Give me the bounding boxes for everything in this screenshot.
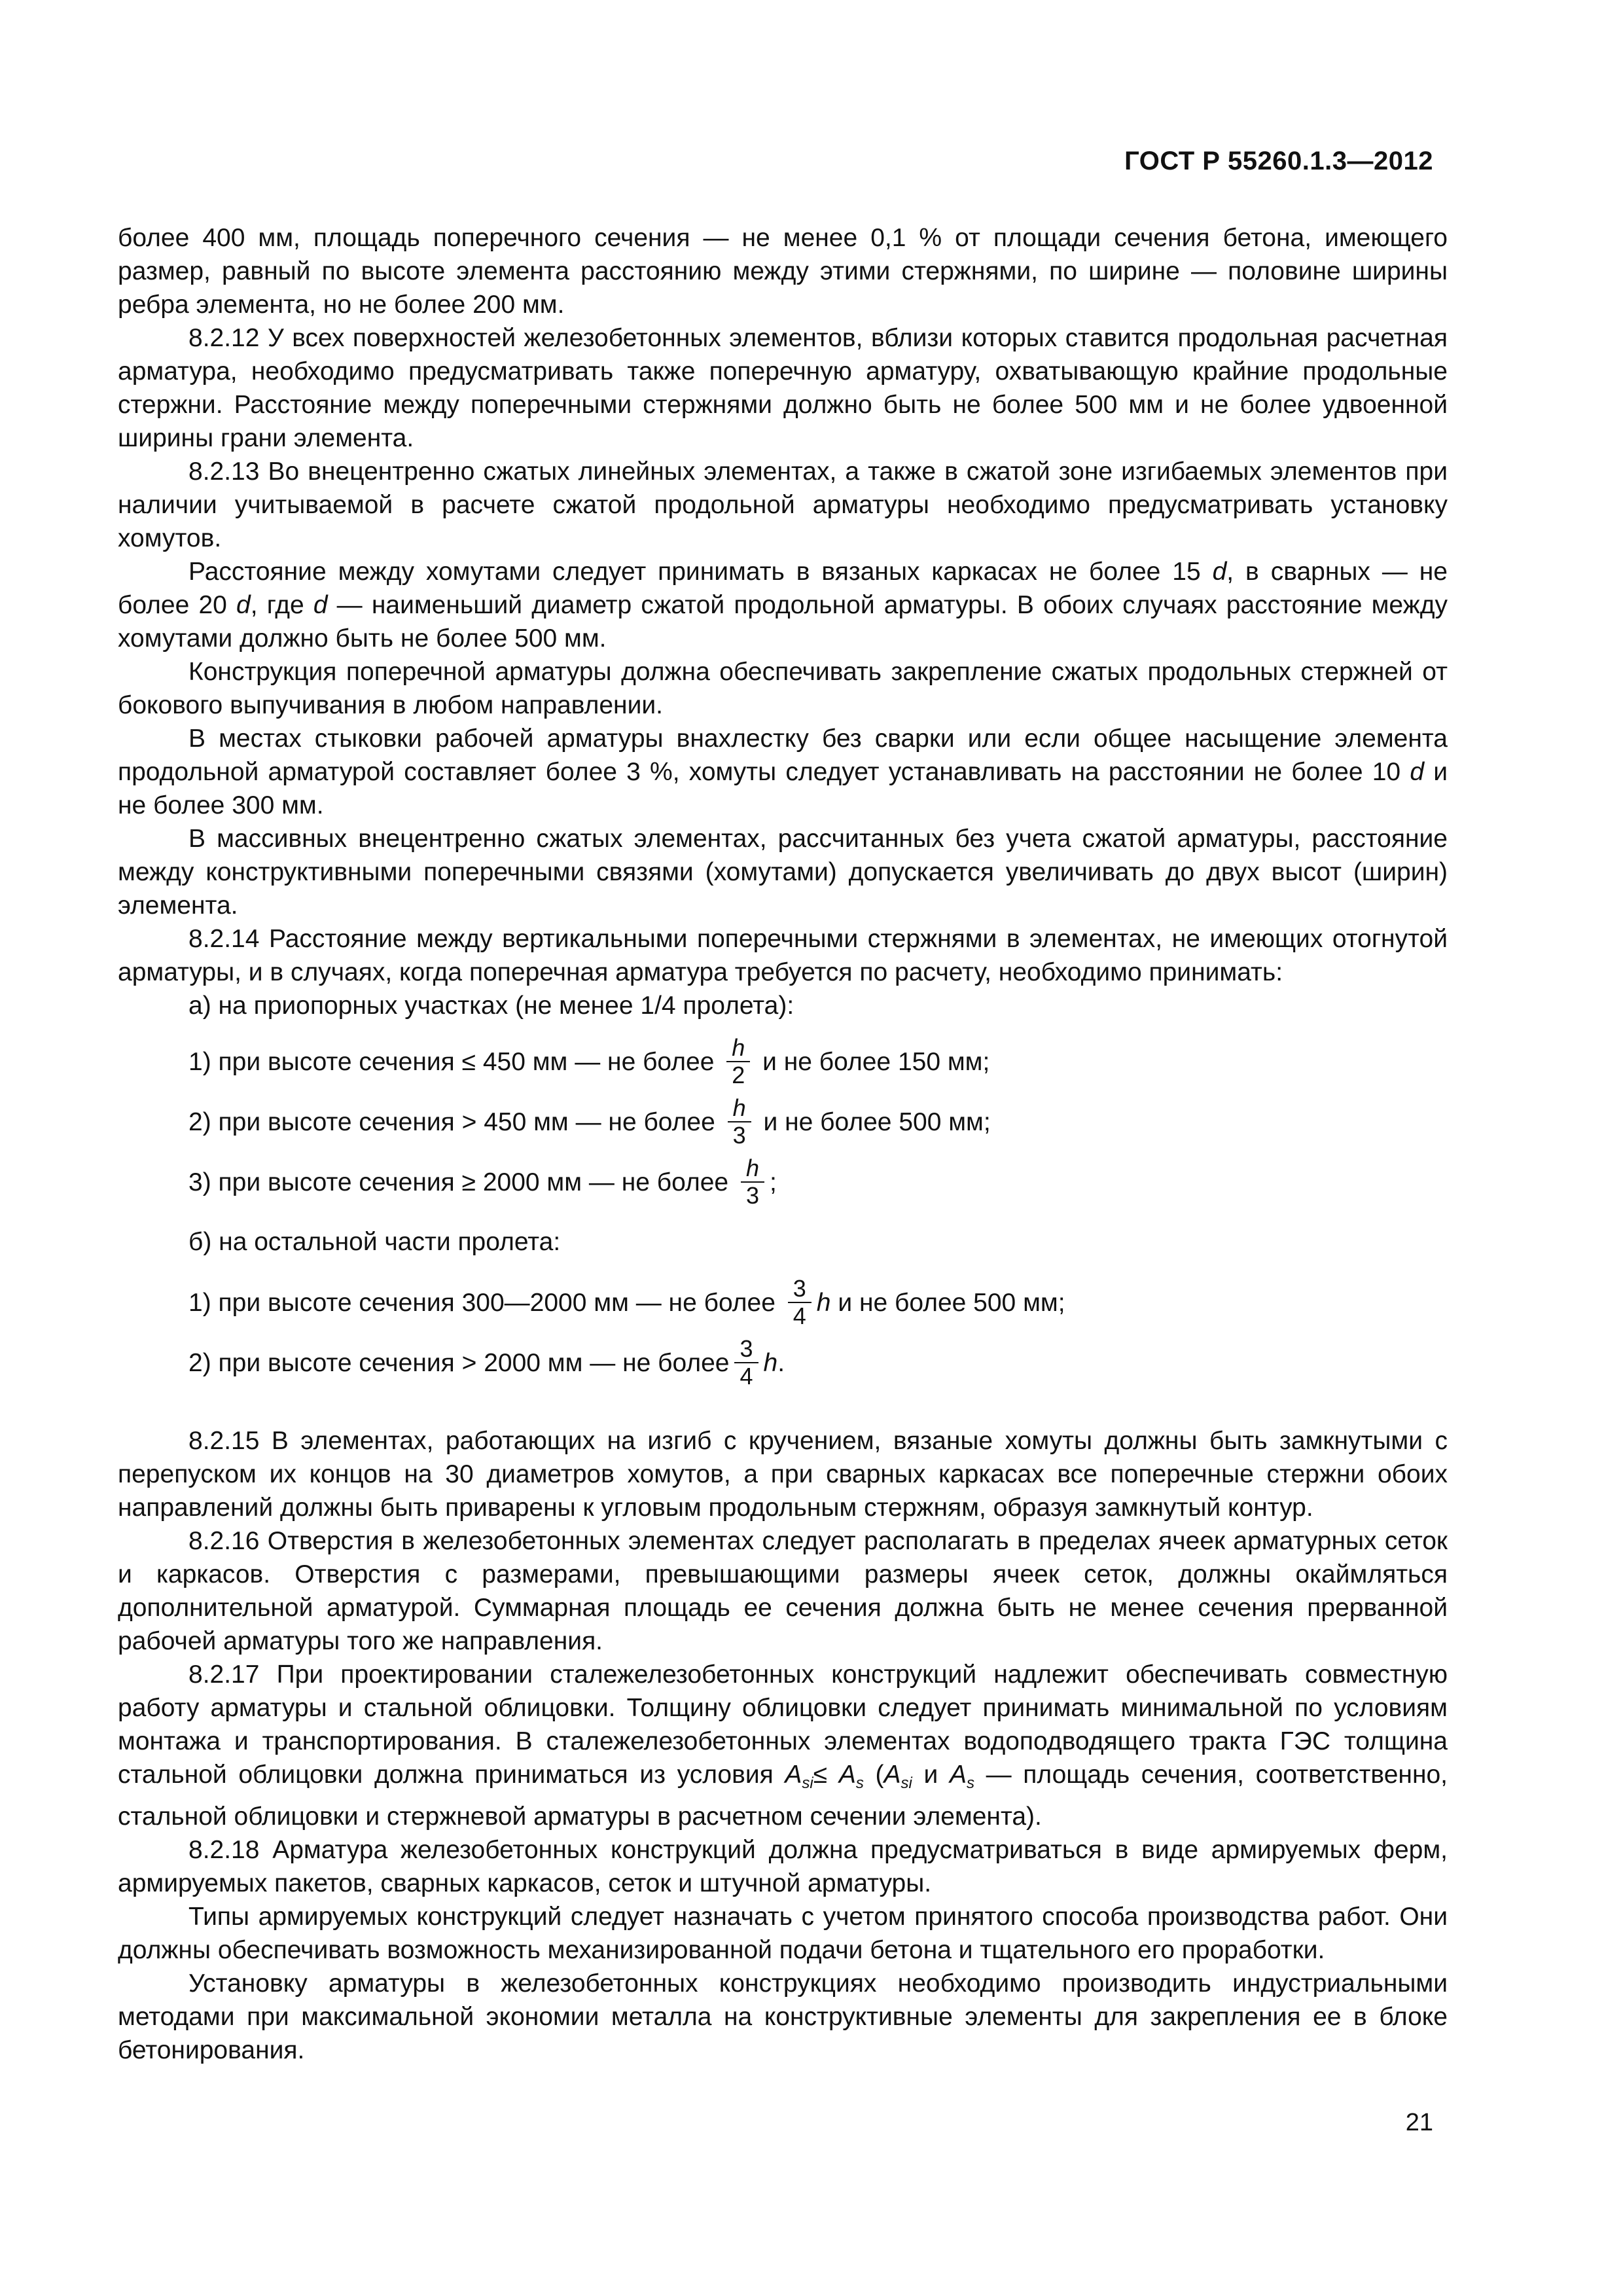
text-fragment: , где (250, 591, 313, 619)
formula-text: 3) при высоте сечения ≥ 2000 мм — не более (188, 1168, 736, 1196)
subscript-s: s (966, 1774, 974, 1792)
formula-text: 1) при высоте сечения ≤ 450 мм — не более (188, 1047, 722, 1076)
text-fragment (827, 1761, 839, 1789)
paragraph-8-2-16: 8.2.16 Отверстия в железобетонных элементах следует располагать в пределах ячеек арматурных сеток и каркасов. Отверстия с размерами, превышающими размеры ячеек сеток, должны окаймляться дополнительной арматурой. Суммарная площадь ее сечения должна быть не менее сечения прерванной рабочей арматуры того же направления. (118, 1527, 1448, 1655)
text-fragment: и не более 300 мм. (118, 758, 1448, 819)
fraction-numerator: 3 (734, 1336, 758, 1363)
paragraph: Типы армируемых конструкций следует назначать с учетом принятого способа производства работ. Они должны обеспечивать возможность механизированной подачи бетона и тщательного его проработки. (118, 1903, 1448, 1964)
formula-line (118, 1333, 1448, 1393)
symbol-le: ≤ (813, 1761, 828, 1789)
formula-text: 1) при высоте сечения 300—2000 мм — не более (188, 1288, 783, 1317)
paragraph: более 400 мм, площадь поперечного сечения — не менее 0,1 % от площади сечения бетона, имеющего размер, равный по высоте элемента расстоянию между этими стержнями, по ширине — половине ширины ребра элемента, но не более 200 мм. (118, 224, 1448, 319)
paragraph: Конструкция поперечной арматуры должна обеспечивать закрепление сжатых продольных стержней от бокового выпучивания в любом направлении. (118, 658, 1448, 719)
formula-line (118, 1152, 1448, 1212)
paragraph-8-2-13: 8.2.13 Во внецентренно сжатых линейных элементах, а также в сжатой зоне изгибаемых элементов при наличии учитываемой в расчете сжатой продольной арматуры необходимо предусматривать установку хомутов. (118, 457, 1448, 552)
formula-line (118, 1092, 1448, 1152)
formula-text: и не более 500 мм; (756, 1107, 991, 1136)
formula-text: ; (769, 1168, 777, 1196)
formula-text: 2) при высоте сечения > 2000 мм — не более (188, 1348, 730, 1377)
symbol-A: A (785, 1761, 802, 1789)
formula-text: и не более 150 мм; (755, 1047, 990, 1076)
formula-line (118, 1031, 1448, 1092)
symbol-h: h (763, 1348, 778, 1377)
symbol-A: A (838, 1761, 856, 1789)
paragraph-8-2-14: 8.2.14 Расстояние между вертикальными поперечными стержнями в элементах, не имеющих отогнутой арматуры, и в случаях, когда поперечная арматура требуется по расчету, необходимо принимать: (118, 925, 1448, 986)
paragraph (118, 722, 1448, 822)
paragraph: В массивных внецентренно сжатых элементах, рассчитанных без учета сжатой арматуры, расстояние между конструктивными поперечными связями (хомутами) допускается увеличивать до двух высот (ширин) элемента. (118, 825, 1448, 920)
text-fragment: ( (863, 1761, 884, 1789)
symbol-A: A (883, 1761, 901, 1789)
paragraph-8-2-17 (118, 1658, 1448, 1833)
formula-text: и не более 500 мм; (830, 1288, 1065, 1317)
fraction-denominator: 4 (740, 1363, 753, 1390)
symbol-A: A (949, 1761, 967, 1789)
fraction-denominator: 3 (732, 1122, 746, 1149)
fraction-denominator: 3 (745, 1182, 759, 1209)
fraction (741, 1155, 764, 1209)
symbol-d: d (1212, 558, 1227, 586)
paragraph-8-2-12: 8.2.12 У всех поверхностей железобетонных элементов, вблизи которых ставится продольная расчетная арматура, необходимо предусматривать также поперечную арматуру, охватывающую крайние продольные стержни. Расстояние между поперечными стержнями должно быть не более 500 мм и не более удвоенной ширины грани элемента. (118, 324, 1448, 452)
fraction-numerator: h (726, 1035, 750, 1062)
formula-line (118, 1272, 1448, 1333)
list-item-a: а) на приопорных участках (не менее 1/4 пролета): (188, 992, 794, 1020)
fraction (734, 1336, 758, 1390)
formula-text: 2) при высоте сечения > 450 мм — не более (188, 1107, 722, 1136)
paragraph-8-2-15: 8.2.15 В элементах, работающих на изгиб с кручением, вязаные хомуты должны быть замкнутыми с перепуском их концов на 30 диаметров хомутов, а при сварных каркасах все поперечные стержни обоих направлений должны быть приварены к угловым продольным стержням, образуя замкнутый контур. (118, 1427, 1448, 1522)
text-fragment: Расстояние между хомутами следует принимать в вязаных каркасах не более 15 (188, 558, 1213, 586)
text-fragment: В местах стыковки рабочей арматуры внахлестку без сварки или если общее насыщение элемента продольной арматурой составляет более 3 %, хомуты следует устанавливать на расстоянии не более 10 (118, 725, 1448, 786)
standard-code-header: ГОСТ Р 55260.1.3—2012 (1124, 147, 1433, 175)
symbol-d: d (236, 591, 251, 619)
fraction-denominator: 2 (732, 1062, 745, 1088)
fraction (788, 1276, 812, 1329)
list-item-b: б) на остальной части пролета: (188, 1228, 561, 1256)
text-fragment: , в сварных — не более 20 (118, 558, 1448, 619)
subscript-si: si (901, 1774, 912, 1792)
fraction-numerator: h (728, 1095, 751, 1122)
text-fragment: — площадь сечения, соответственно, стальной облицовки и стержневой арматуры в расчетном сечении элемента). (118, 1761, 1448, 1831)
document-body (118, 221, 1448, 2067)
text-fragment: и (912, 1761, 950, 1789)
paragraph: Установку арматуры в железобетонных конструкциях необходимо производить индустриальными методами при максимальной экономии металла на конструктивные элементы для закрепления ее в блоке бетонирования. (118, 1969, 1448, 2064)
paragraph (118, 555, 1448, 655)
fraction (726, 1035, 750, 1088)
subscript-s: s (855, 1774, 864, 1792)
text-fragment: — наименьший диаметр сжатой продольной арматуры. В обоих случаях расстояние между хомутами должно быть не более 500 мм. (118, 591, 1448, 653)
page-number: 21 (1405, 2109, 1433, 2136)
fraction-denominator: 4 (793, 1302, 806, 1329)
symbol-d: d (1410, 758, 1425, 786)
symbol-h: h (816, 1288, 831, 1317)
fraction (728, 1095, 751, 1149)
fraction-numerator: h (741, 1155, 764, 1183)
formula-text: . (777, 1348, 785, 1377)
paragraph-8-2-18: 8.2.18 Арматура железобетонных конструкций должна предусматриваться в виде армируемых ферм, армируемых пакетов, сварных каркасов, сеток и штучной арматуры. (118, 1836, 1448, 1897)
text-fragment: 8.2.17 При проектировании сталежелезобетонных конструкций надлежит обеспечивать совместную работу арматуры и стальной облицовки. Толщину облицовки следует принимать минимальной по условиям монтажа и транспортирования. В сталежелезобетонных элементах водоподводящего тракта ГЭС толщина стальной облицовки должна приниматься из условия (118, 1660, 1448, 1789)
subscript-si: si (802, 1774, 813, 1792)
fraction-numerator: 3 (788, 1276, 812, 1303)
symbol-d: d (313, 591, 328, 619)
